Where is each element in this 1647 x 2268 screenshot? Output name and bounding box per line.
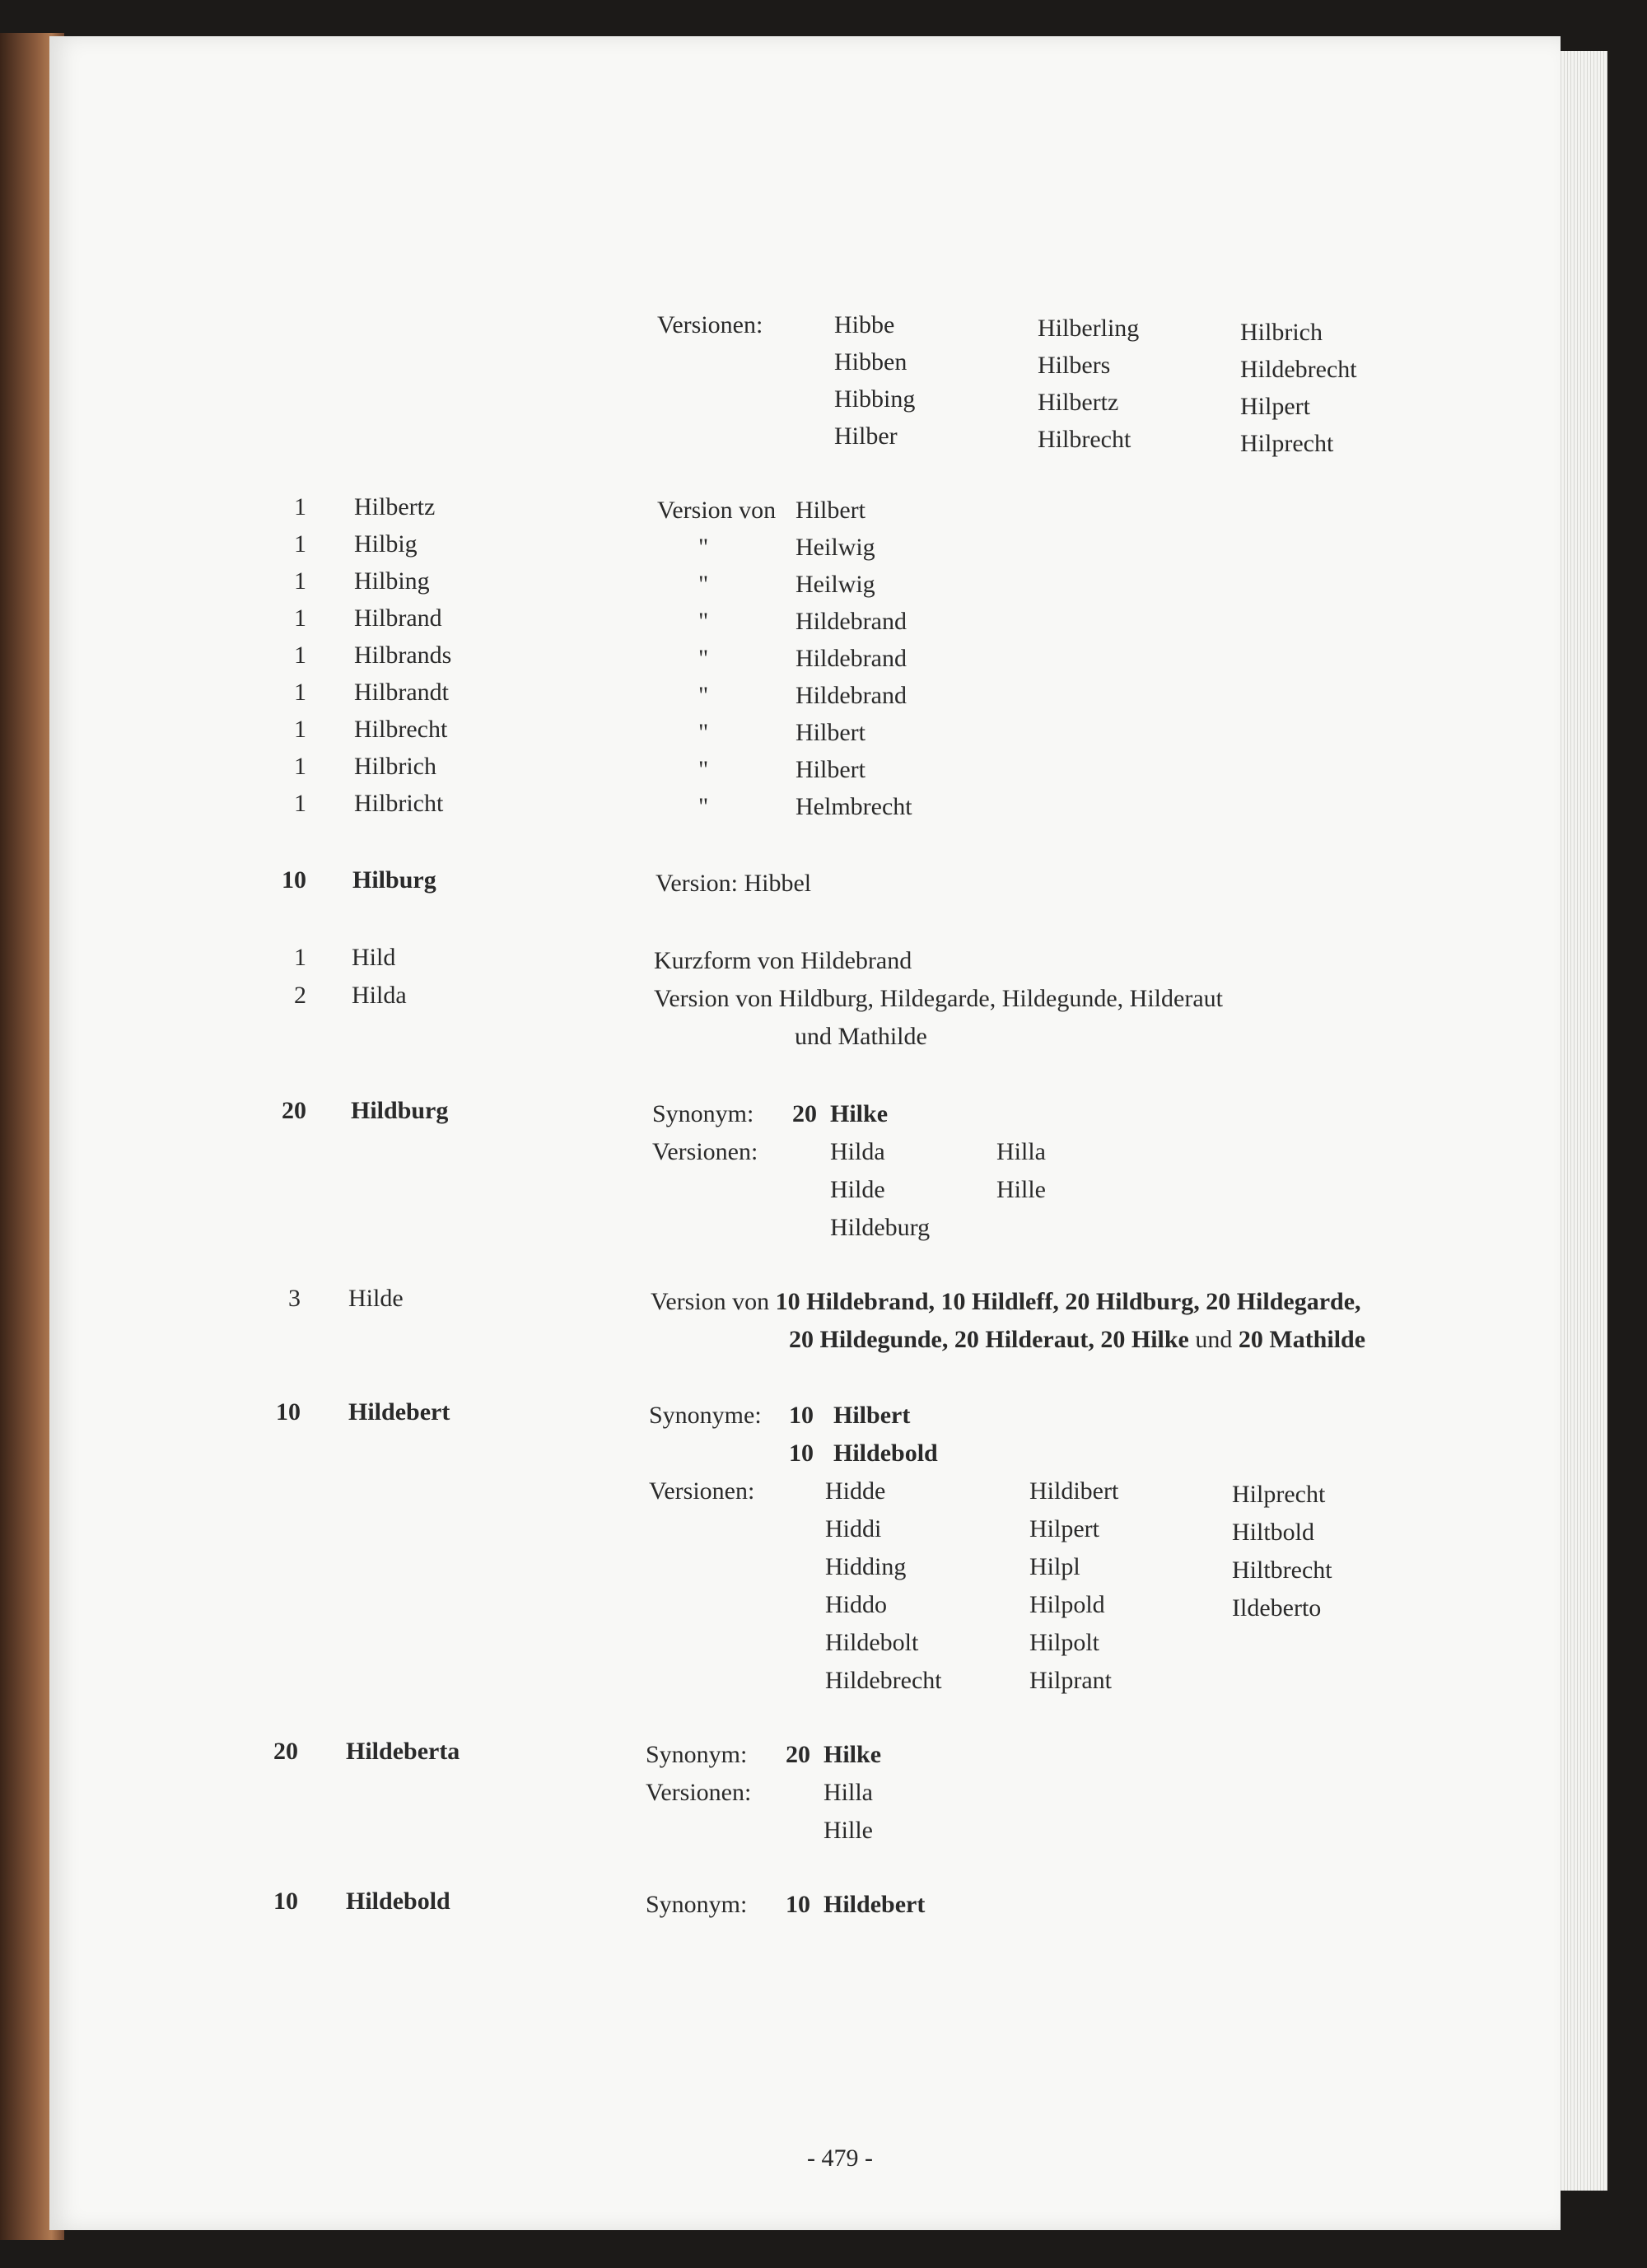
synonym-name: Hilke: [830, 1100, 889, 1127]
entry-text: [789, 1328, 1365, 1352]
entry-count: 1: [294, 493, 306, 520]
version-name: Hilpl: [1029, 1553, 1080, 1580]
page-number: - 479 -: [807, 2144, 873, 2172]
entry-count: 1: [294, 716, 306, 743]
version-name: Hiltbrecht: [1232, 1556, 1332, 1584]
synonym-label: Synonym:: [646, 1741, 748, 1768]
entry-relation: Version von: [651, 1288, 770, 1315]
entry-name: Hilbing: [354, 567, 430, 595]
entry-count: 10: [273, 1888, 298, 1915]
version-name: Hildeburg: [830, 1214, 931, 1241]
synonym-label: Synonym:: [652, 1100, 754, 1127]
entry-name: Hildebert: [348, 1398, 450, 1426]
versions-label: Versionen:: [649, 1477, 755, 1505]
version-name: Hildibert: [1029, 1477, 1119, 1505]
version-name: Hilpert: [1029, 1515, 1099, 1542]
synonym-name: Hilke: [824, 1741, 882, 1768]
entry-count: 2: [294, 982, 306, 1009]
entry-count: 1: [294, 753, 306, 780]
ditto-mark: ": [698, 534, 709, 561]
entry-name: Hildebold: [346, 1888, 450, 1915]
entry-name: Hilburg: [352, 866, 436, 894]
ditto-mark: ": [698, 682, 709, 709]
entry-name: Hild: [352, 944, 396, 971]
entry-reference: Hildebrand: [796, 608, 907, 635]
version-name: Hilberling: [1038, 315, 1140, 342]
entry-reference: Heilwig: [796, 571, 875, 598]
entry-count: 1: [294, 790, 306, 817]
entry-references: 20 Hildegunde, 20 Hilderaut, 20 Hilke: [789, 1326, 1189, 1353]
synonym-label: Synonym:: [646, 1891, 748, 1918]
versions-label: Versionen:: [646, 1779, 752, 1806]
entry-count: 10: [276, 1398, 301, 1426]
version-name: Hilpolt: [1029, 1629, 1100, 1656]
synonym-name: Hildebold: [833, 1440, 938, 1467]
entry-count: 1: [294, 679, 306, 706]
entry-name: Hilbrand: [354, 604, 442, 632]
version-name: Hildebrecht: [1240, 356, 1357, 383]
entry-name: Hildeberta: [346, 1738, 460, 1765]
version-name: Hilbertz: [1038, 389, 1119, 416]
ditto-mark: ": [698, 756, 709, 783]
version-name: Hilda: [830, 1138, 885, 1165]
entry-name: Hilda: [352, 982, 407, 1009]
synonym-name: Hilbert: [833, 1402, 911, 1429]
version-name: Hilde: [830, 1176, 885, 1203]
entry-name: Hilbrands: [354, 642, 452, 669]
entry-text: Version: Hibbel: [656, 870, 812, 897]
version-name: Hibbe: [834, 311, 895, 338]
entry-count: 20: [273, 1738, 298, 1765]
book-page: [49, 36, 1561, 2230]
entry-reference: Hildebrand: [796, 682, 907, 709]
version-name: Hildebrecht: [825, 1667, 942, 1694]
version-name: Hille: [824, 1817, 873, 1844]
entry-text: [651, 1290, 1361, 1314]
entry-name: Hilbrandt: [354, 679, 449, 706]
versions-label: Versionen:: [652, 1138, 758, 1165]
entry-relation: Version von: [657, 497, 777, 524]
version-name: Hildebolt: [825, 1629, 919, 1656]
entry-text: Kurzform von Hildebrand: [654, 947, 912, 974]
entry-count: 1: [294, 604, 306, 632]
entry-name: Hildburg: [351, 1097, 449, 1124]
version-name: Ildeberto: [1232, 1594, 1322, 1622]
entry-reference: Hilbert: [796, 497, 865, 524]
entry-text: Version von Hildburg, Hildegarde, Hildegunde, Hilderaut: [654, 985, 1223, 1012]
entry-count: 1: [294, 530, 306, 558]
entry-references: 10 Hildebrand, 10 Hildleff, 20 Hildburg, 20 Hildegarde,: [775, 1288, 1361, 1315]
entry-count: 1: [294, 567, 306, 595]
entry-references: 20 Mathilde: [1238, 1326, 1366, 1353]
entry-name: Hilbrecht: [354, 716, 448, 743]
entry-reference: Heilwig: [796, 534, 875, 561]
synonym-label: Synonyme:: [649, 1402, 762, 1429]
entry-name: Hilbertz: [354, 493, 436, 520]
entry-name: Hilde: [348, 1285, 404, 1312]
version-name: Hilpold: [1029, 1591, 1105, 1618]
version-name: Hibbing: [834, 385, 916, 413]
entry-name: Hilbricht: [354, 790, 444, 817]
version-name: Hibben: [834, 348, 907, 376]
version-name: Hilla: [996, 1138, 1046, 1165]
version-name: Hilprecht: [1240, 430, 1334, 457]
version-name: Hiddi: [825, 1515, 882, 1542]
ditto-mark: ": [698, 793, 709, 820]
entry-name: Hilbrich: [354, 753, 436, 780]
version-name: Hilprant: [1029, 1667, 1112, 1694]
entry-count: 3: [288, 1285, 301, 1312]
synonym-number: 20: [792, 1100, 817, 1127]
version-name: Hilbers: [1038, 352, 1111, 379]
ditto-mark: ": [698, 645, 709, 672]
synonym-number: 10: [786, 1891, 810, 1918]
ditto-mark: ": [698, 608, 709, 635]
entry-count: 20: [282, 1097, 306, 1124]
entry-name: Hilbig: [354, 530, 418, 558]
synonym-name: Hildebert: [824, 1891, 926, 1918]
version-name: Hilprecht: [1232, 1481, 1326, 1508]
entry-count: 1: [294, 642, 306, 669]
entry-reference: Helmbrecht: [796, 793, 912, 820]
versions-label: Versionen:: [657, 311, 763, 338]
entry-reference: Hilbert: [796, 756, 865, 783]
entry-text: und Mathilde: [795, 1023, 927, 1050]
synonym-number: 20: [786, 1741, 810, 1768]
version-name: Hidding: [825, 1553, 907, 1580]
ditto-mark: ": [698, 571, 709, 598]
synonym-number: 10: [789, 1402, 814, 1429]
entry-count: 1: [294, 944, 306, 971]
ditto-mark: ": [698, 719, 709, 746]
version-name: Hilla: [824, 1779, 873, 1806]
version-name: Hilber: [834, 422, 898, 450]
entry-conjunction: und: [1195, 1326, 1233, 1353]
version-name: Hille: [996, 1176, 1046, 1203]
version-name: Hilbrich: [1240, 319, 1323, 346]
entry-count: 10: [282, 866, 306, 894]
entry-reference: Hilbert: [796, 719, 865, 746]
entry-reference: Hildebrand: [796, 645, 907, 672]
version-name: Hiltbold: [1232, 1519, 1315, 1546]
version-name: Hilbrecht: [1038, 426, 1131, 453]
synonym-number: 10: [789, 1440, 814, 1467]
version-name: Hilpert: [1240, 393, 1310, 420]
version-name: Hidde: [825, 1477, 886, 1505]
version-name: Hiddo: [825, 1591, 887, 1618]
